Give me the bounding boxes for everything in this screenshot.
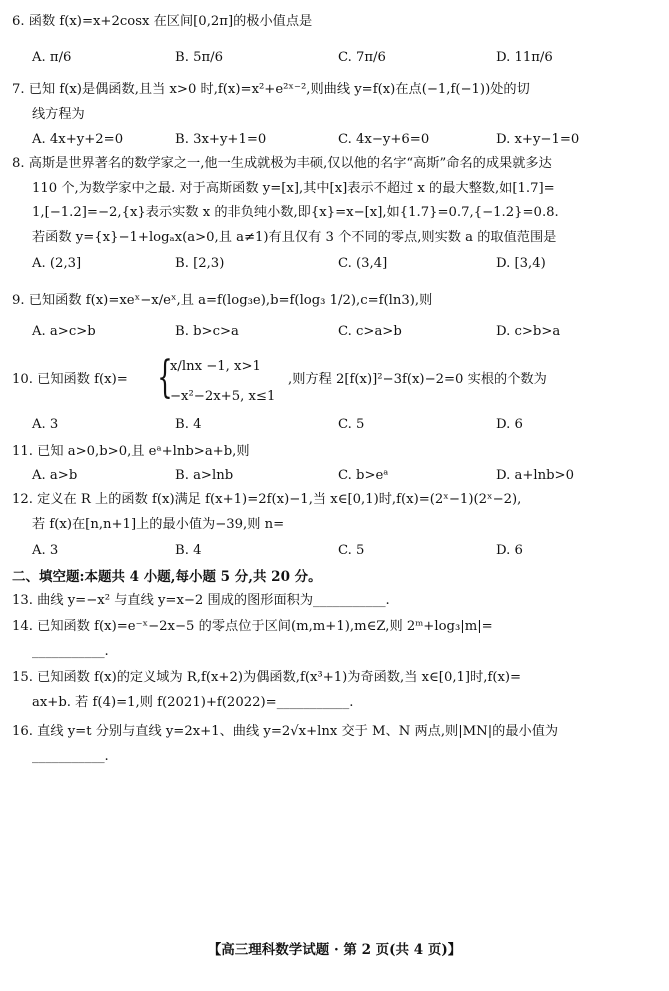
question-12-line-2: 若 f(x)在[n,n+1]上的最小值为−39,则 n=	[32, 516, 285, 532]
question-10-suffix: ,则方程 2[f(x)]²−3f(x)−2=0 实根的个数为	[288, 372, 547, 387]
question-10-options	[32, 413, 662, 437]
question-11-options	[32, 464, 662, 488]
option-b: B. b>c>a	[175, 324, 239, 339]
question-16-line-2: ___________.	[32, 748, 109, 764]
question-10	[12, 352, 662, 408]
piecewise-brace-icon: {	[157, 352, 173, 403]
option-d: D. x+y−1=0	[496, 132, 580, 147]
option-c: C. 7π/6	[338, 50, 386, 65]
question-7	[12, 78, 662, 127]
option-d: D. c>b>a	[496, 324, 561, 339]
question-12	[12, 488, 662, 537]
question-8-line-3: 1,[−1.2]=−2,{x}表示实数 x 的非负纯小数,即{x}=x−[x],如{1.7}=0.7,{−1.2}=0.8.	[32, 205, 559, 220]
question-16-line-1: 16. 直线 y=t 分别与直线 y=2x+1、曲线 y=2√x+lnx 交于 M、N 两点,则|MN|的最小值为	[12, 724, 559, 739]
section-heading-fill-in: 二、填空题:本题共 4 小题,每小题 5 分,共 20 分。	[12, 569, 322, 585]
option-a: A. π/6	[32, 50, 72, 65]
question-8-line-2: 110 个,为数学家中之最. 对于高斯函数 y=[x],其中[x]表示不超过 x 的最大整数,如[1.7]=	[32, 180, 555, 196]
option-a: A. 3	[32, 543, 59, 558]
option-d: D. 11π/6	[496, 50, 553, 65]
question-15-line-1: 15. 已知函数 f(x)的定义域为 R,f(x+2)为偶函数,f(x³+1)为奇函数,当 x∈[0,1]时,f(x)=	[12, 670, 522, 685]
option-a: A. 3	[32, 417, 59, 432]
question-6-options	[32, 46, 662, 70]
question-10-case-2: −x²−2x+5, x≤1	[170, 389, 276, 404]
question-8-line-1: 8. 高斯是世界著名的数学家之一,他一生成就极为丰硕,仅以他的名字“高斯”命名的成果就多达	[12, 156, 552, 171]
question-11-stem: 11. 已知 a>0,b>0,且 eᵃ+lnb>a+b,则	[12, 444, 250, 459]
question-12-line-1: 12. 定义在 R 上的函数 f(x)满足 f(x+1)=2f(x)−1,当 x∈[0,1)时,f(x)=(2ˣ−1)(2ˣ−2),	[12, 492, 522, 507]
question-13-stem: 13. 曲线 y=−x² 与直线 y=x−2 围成的图形面积为___________.	[12, 593, 390, 608]
question-10-prefix: 10. 已知函数 f(x)=	[12, 372, 128, 387]
question-7-options	[32, 128, 662, 152]
question-9-stem: 9. 已知函数 f(x)=xeˣ−x/eˣ,且 a=f(log₃e),b=f(log₃ 1/2),c=f(ln3),则	[12, 293, 433, 308]
option-a: A. 4x+y+2=0	[32, 132, 124, 147]
option-b: B. 5π/6	[175, 50, 223, 65]
question-9	[12, 289, 662, 314]
option-d: D. 6	[496, 417, 523, 432]
question-12-options	[32, 539, 662, 563]
question-14-line-1: 14. 已知函数 f(x)=e⁻ˣ−2x−5 的零点位于区间(m,m+1),m∈Z,则 2ᵐ+log₃|m|=	[12, 619, 493, 634]
option-c: C. c>a>b	[338, 324, 402, 339]
option-c: C. b>eᵃ	[338, 468, 389, 483]
option-c: C. 5	[338, 417, 365, 432]
option-d: D. 6	[496, 543, 523, 558]
option-c: C. 5	[338, 543, 365, 558]
question-16	[12, 720, 662, 769]
question-14	[12, 615, 662, 664]
option-d: D. [3,4)	[496, 256, 546, 271]
question-10-case-1: x/lnx −1, x>1	[170, 359, 261, 374]
option-d: D. a+lnb>0	[496, 468, 574, 483]
question-14-line-2: ___________.	[32, 643, 109, 659]
question-8-options	[32, 252, 662, 276]
option-a: A. a>b	[32, 468, 78, 483]
page-footer: 【高三理科数学试题 · 第 2 页(共 4 页)】	[207, 942, 462, 958]
option-b: B. 4	[175, 543, 202, 558]
question-11	[12, 440, 662, 465]
question-6	[12, 10, 662, 35]
question-7-line-2: 线方程为	[32, 106, 85, 122]
option-c: C. 4x−y+6=0	[338, 132, 430, 147]
option-b: B. [2,3)	[175, 256, 225, 271]
question-9-options	[32, 320, 662, 344]
option-a: A. (2,3]	[32, 256, 82, 271]
question-6-stem: 6. 函数 f(x)=x+2cosx 在区间[0,2π]的极小值点是	[12, 14, 313, 29]
option-c: C. (3,4]	[338, 256, 388, 271]
option-b: B. a>lnb	[175, 468, 234, 483]
question-13	[12, 589, 662, 614]
question-7-line-1: 7. 已知 f(x)是偶函数,且当 x>0 时,f(x)=x²+e²ˣ⁻²,则曲线 y=f(x)在点(−1,f(−1))处的切	[12, 82, 530, 97]
option-b: B. 4	[175, 417, 202, 432]
question-8	[12, 152, 662, 250]
question-15-line-2: ax+b. 若 f(4)=1,则 f(2021)+f(2022)=___________.	[32, 694, 354, 710]
option-a: A. a>c>b	[32, 324, 96, 339]
question-8-line-4: 若函数 y={x}−1+logₐx(a>0,且 a≠1)有且仅有 3 个不同的零点,则实数 a 的取值范围是	[32, 229, 557, 245]
option-b: B. 3x+y+1=0	[175, 132, 267, 147]
question-15	[12, 666, 662, 715]
